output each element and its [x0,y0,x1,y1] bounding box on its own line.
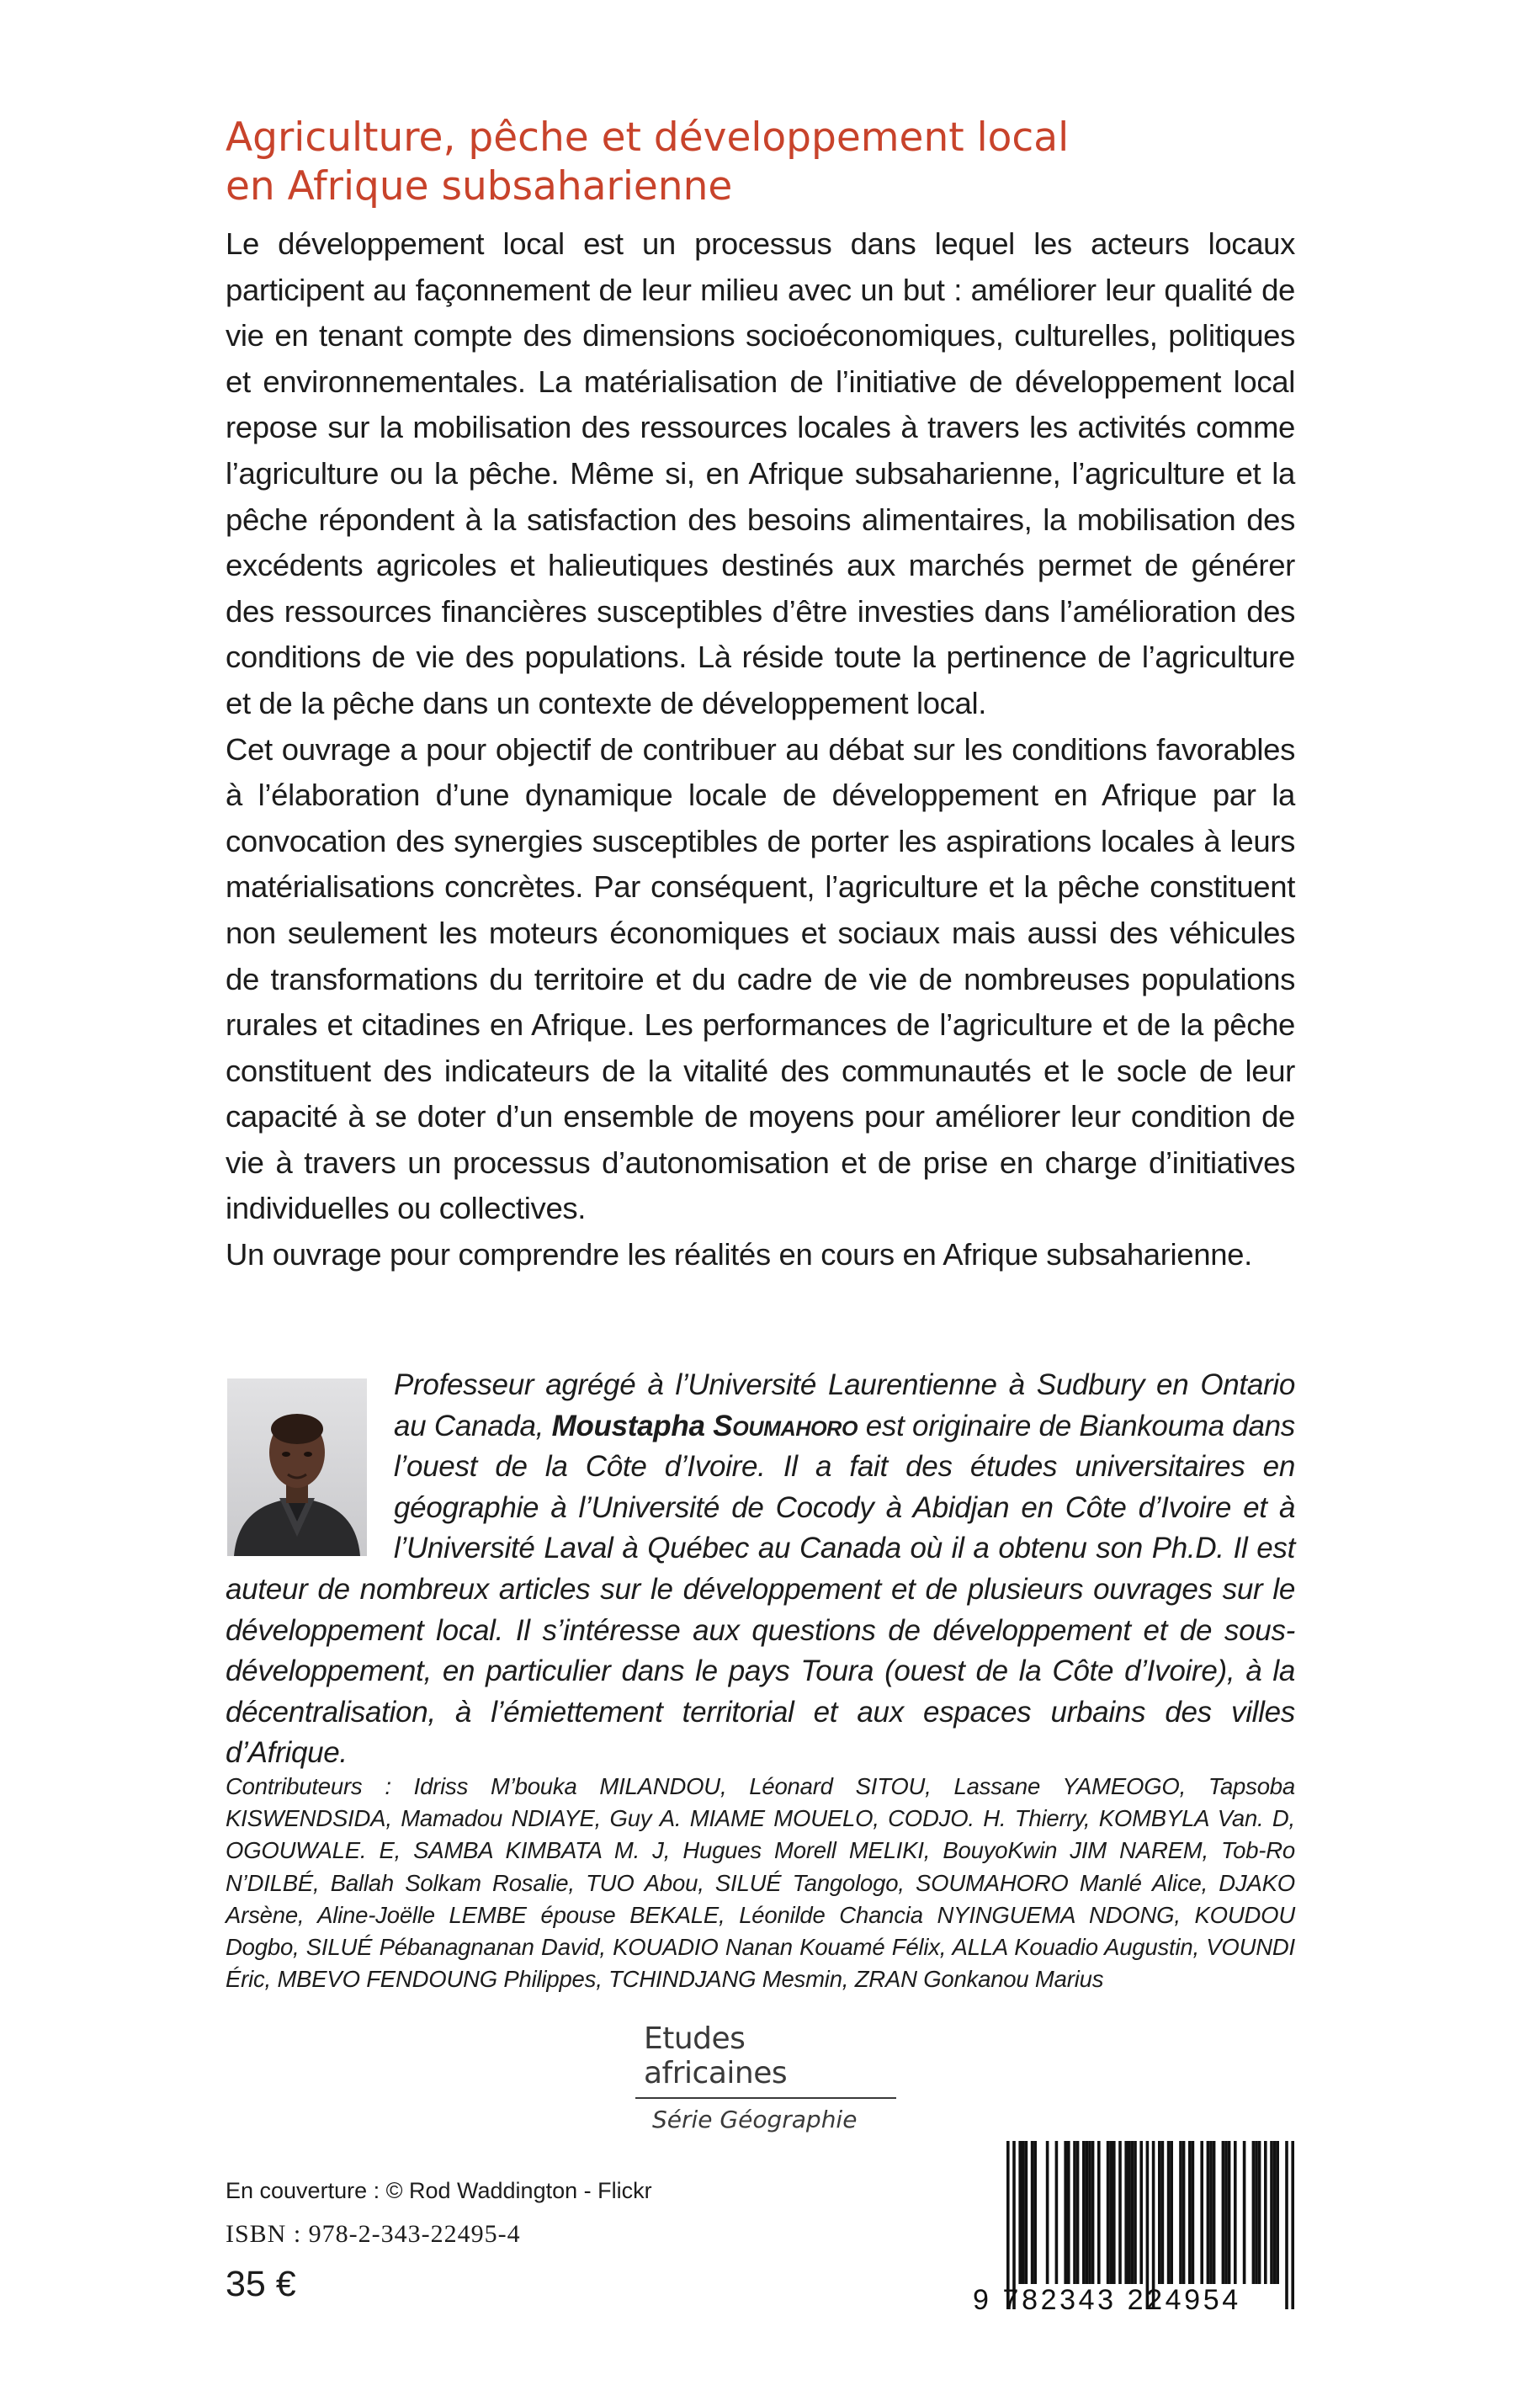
bio-intro: Professeur agrégé à l’Université Laurentienne à Sudbury en Ontario au Canada, [394,1368,1295,1442]
barcode-bar [1213,2141,1216,2284]
barcode-bar [1192,2141,1195,2284]
bio-text: est originaire de Biankouma dans l’ouest de la Côte d’Ivoire. Il a fait des études universitaires en géographie à l’Université de Cocody à Abidjan en Côte d’Ivoire et à l’Université Laval à Québec au Canada où il a obtenu son Ph.D. Il est auteur de nombreux articles sur le développement et de plusieurs ouvrages sur le développement local. Il s’intéresse aux questions de développement et de sous-développement, en particulier dans le pays Toura (ouest de la Côte d’Ivoire), à la décentralisation, à l’émiettement territorial et aux espaces urbains des villes d’Afrique. [226,1409,1296,1770]
contributors-list: Contributeurs : Idriss M’bouka MILANDOU, Léonard SITOU, Lassane YAMEOGO, Tapsoba KISWENDSIDA, Mamadou NDIAYE, Guy A. MIAME MOUELO, CODJO. H. Thierry, KOMBYLA Van. D, OGOUWALE. E, SAMBA KIMBATA M. J, Hugues Morell MELIKI, BouyoKwin JIM NAREM, Tob-Ro N’DILBÉ, Ballah Solkam Rosalie, TUO Abou, SILUÉ Tangologo, SOUMAHORO Manlé Alice, DJAKO Arsène, Aline-Joëlle LEMBE épouse BEKALE, Léonilde Chancia NYINGUEMA NDONG, KOUDOU Dogbo, SILUÉ Pébanagnanan David, KOUADIO Nanan Kouamé Félix, ALLA Kouadio Augustin, VOUNDI Éric, MBEVO FENDOUNG Philippes, TCHINDJANG Mesmin, ZRAN Gonkanou Marius [226,1773,1295,1993]
barcode-bar [1224,2141,1228,2284]
barcode-bar [1124,2141,1128,2284]
barcode-bar [1209,2141,1213,2284]
series-name: Etudes africaines [635,2021,896,2099]
barcode-bar [1270,2141,1273,2284]
barcode-bar [1243,2141,1246,2284]
barcode-bar [1064,2141,1067,2284]
barcode-bar [1033,2141,1037,2284]
barcode-bar [1131,2141,1134,2284]
barcode-bar [1097,2141,1101,2284]
barcode-bar [1091,2141,1095,2284]
barcode-bar [1139,2141,1143,2284]
barcode-bar [1088,2141,1091,2284]
cover-credit: En couverture : © Rod Waddington - Flickr [226,2178,652,2203]
book-title-line-2: en Afrique subsaharienne [226,163,733,210]
barcode-bar [1086,2141,1089,2284]
description-paragraph-2: Cet ouvrage a pour objectif de contribuer au débat sur les conditions favorables à l’élaboration d’une dynamique locale de développement en Afrique par la convocation des synergies susceptibles de porter les aspirations locales à leurs matérialisations concrètes. Par conséquent, l’agriculture et la pêche constituent non seulement les moteurs économiques et sociaux mais aussi des véhicules de transformations du territoire et du cadre de vie de nombreuses populations rurales et citadines en Afrique. Les performances de l’agriculture et de la pêche constituent des indicateurs de la vitalité des communautés et le socle de leur capacité à se doter d’un ensemble de moyens pour améliorer leur condition de vie à travers un processus d’autonomisation et de prise en charge d’initiatives individuelles ou collectives. [226,731,1295,1226]
barcode-bar [1161,2141,1165,2284]
barcode-bar [1118,2141,1122,2284]
barcode-bar [1067,2141,1070,2284]
barcode-bar [1170,2141,1173,2284]
barcode-bar [1207,2141,1210,2284]
author-bio [226,1365,1295,1774]
series-subseries: Série Géographie [652,2106,858,2133]
series-block [635,2021,896,2133]
barcode-bar [1134,2141,1137,2284]
barcode-bar [1031,2141,1034,2284]
book-title [226,114,1320,211]
barcode-bar [1182,2141,1186,2284]
barcode-bar [1025,2141,1028,2284]
barcode-bar [1255,2141,1258,2284]
barcode-bar [1228,2141,1231,2284]
barcode-bar [1167,2141,1171,2284]
barcode-bar [1046,2141,1049,2284]
book-title-line-1: Agriculture, pêche et développement local [226,114,1070,162]
barcode-bar [1179,2141,1182,2284]
barcode-bar [1158,2141,1161,2284]
barcode-bar [1222,2141,1225,2284]
book-description [226,221,1295,1278]
barcode-bar [1018,2141,1022,2284]
description-paragraph-3: Un ouvrage pour comprendre les réalités en cours en Afrique subsaharienne. [226,1237,1252,1272]
barcode-bar [1082,2141,1086,2284]
author-last-name: Soumahoro [713,1409,858,1442]
barcode-bar [1128,2141,1131,2284]
barcode-digits: 9 782343 224954 [973,2284,1241,2316]
barcode-bar [1264,2141,1267,2284]
barcode-bar [1234,2141,1237,2284]
barcode-bar [1107,2141,1110,2284]
barcode-bar [1188,2141,1192,2284]
price: 35 € [226,2264,296,2304]
barcode-bar [1073,2141,1076,2284]
barcode-bar [1113,2141,1116,2284]
barcode-bar [1258,2141,1261,2284]
description-paragraph-1: Le développement local est un processus dans lequel les acteurs locaux participent au façonnement de leur milieu avec un but : améliorer leur qualité de vie en tenant compte des dimensions socioéconomiques, culturelles, politiques et environnementales. La matérialisation de l’initiative de développement local repose sur la mobilisation des ressources locales à travers les activités comme l’agriculture ou la pêche. Même si, en Afrique subsaharienne, l’agriculture et la pêche répondent à la satisfaction des besoins alimentaires, la mobilisation des excédents agricoles et halieutiques destinés aux marchés permet de générer des ressources financières susceptibles d’être investies dans l’amélioration des conditions de vie des populations. Là réside toute la pertinence de l’agriculture et de la pêche dans un contexte de développement local. [226,226,1295,720]
isbn: ISBN : 978-2-343-22495-4 [226,2220,521,2248]
barcode-bar [1076,2141,1080,2284]
author-first-name: Moustapha [551,1409,714,1442]
barcode-bar [1276,2141,1279,2284]
barcode-bar [1022,2141,1025,2284]
barcode-bar [1252,2141,1256,2284]
barcode-bar [1273,2141,1277,2284]
barcode-bar [1200,2141,1203,2284]
barcode-bar [1109,2141,1113,2284]
barcode-bar [1055,2141,1059,2284]
